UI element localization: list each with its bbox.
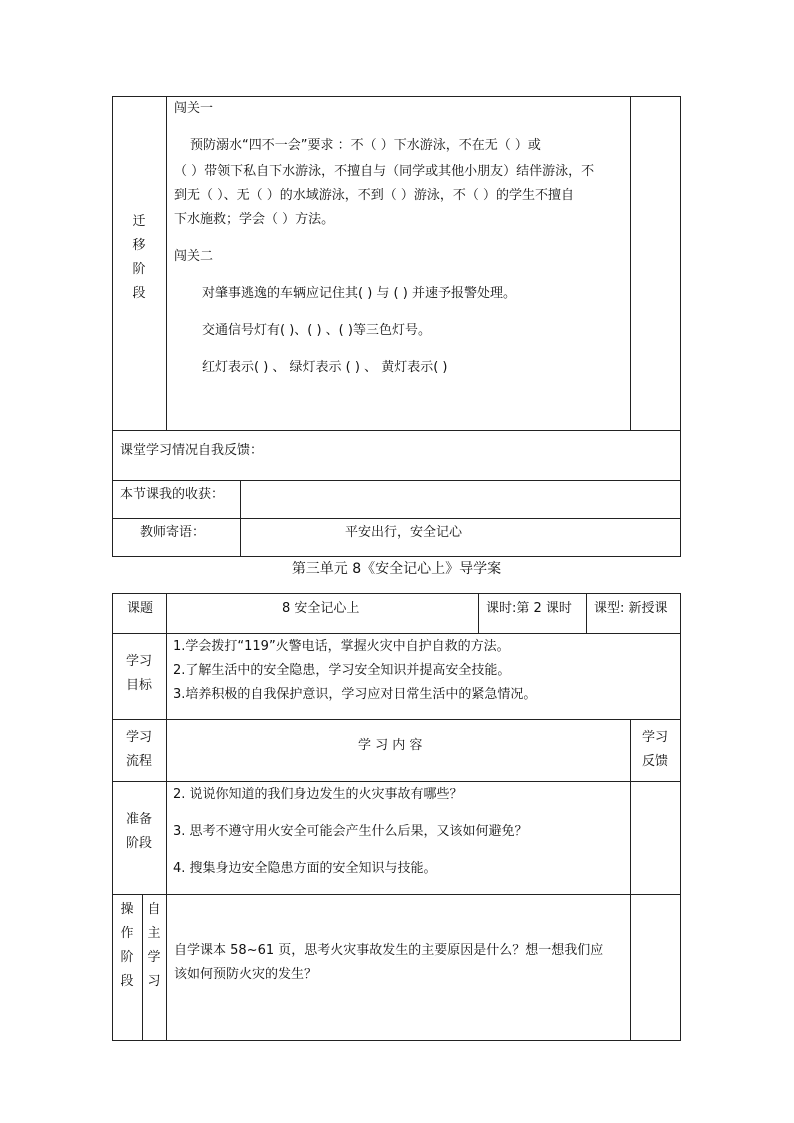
goal-item: 2.了解生活中的安全隐患，学习安全知识并提高安全技能。 [173,663,511,678]
teacher-message-label: 教师寄语： [140,525,206,540]
topic-label: 课题 [127,601,154,616]
prep-item: 2. 说说你知道的我们身边发生的火灾事故有哪些？ [173,787,463,802]
goal-item: 3.培养积极的自我保护意识，学习应对日常生活中的紧急情况。 [173,687,537,702]
label-line: 准备 [125,812,152,827]
transfer-stage-label [129,210,149,306]
label-line: 学习 [125,730,152,745]
level2-line: 对肇事逃逸的车辆应记住其( ) 与 ( ) 并速予报警处理。 [202,286,516,301]
stage-char: 作 [120,926,134,941]
level1-title: 闯关一 [174,101,214,116]
goal-item: 1.学会拨打“119”火警电话，掌握火灾中自护自救的方法。 [173,639,510,654]
label-line: 目标 [125,678,152,693]
label-line: 学习 [641,730,668,745]
stage-char: 学 [147,950,161,965]
label-line: 流程 [125,754,152,769]
self-feedback-label: 课堂学习情况自我反馈： [120,443,264,458]
harvest-label: 本节课我的收获： [120,487,225,502]
self-study-line: 自学课本 58~61 页，思考火灾事故发生的主要原因是什么？想一想我们应 [174,943,604,958]
stage-char: 阶 [120,950,134,965]
topic-value: 8 安全记心上 [282,601,360,616]
level1-line: 预防溺水“四不一会”要求 ：不（ ）下水游泳，不在无（ ）或 [190,138,541,153]
label-line: 阶段 [125,836,152,851]
self-study-label [144,898,164,994]
stage-char: 操 [120,902,134,917]
level2-line: 交通信号灯有( )、( ) 、( )等三色灯号。 [202,323,431,338]
teacher-message: 平安出行，安全记心 [345,525,463,540]
period-info: 课时:第 2 课时 [486,601,572,616]
level1-line: 到无（ ）、无（ ）的水域游泳，不到（ ）游泳，不（ ）的学生不擅自 [174,188,575,203]
level1-line: 下水施救；学会（ ）方法。 [174,212,335,227]
label-line: 反馈 [641,754,668,769]
prep-item: 4. 搜集身边安全隐患方面的安全知识与技能。 [173,861,437,876]
learning-goals-label [119,650,159,698]
label-line: 学习 [125,654,152,669]
prep-stage-label [119,808,159,856]
stage-char: 阶 [132,262,146,277]
learning-flow-label [119,726,159,774]
stage-char: 段 [120,974,134,989]
stage-char: 自 [147,902,161,917]
operate-stage-label [117,898,137,994]
stage-char: 迁 [132,214,146,229]
learning-content-header: 学 习 内 容 [358,738,423,753]
level2-title: 闯关二 [174,249,214,264]
document-title: 第三单元 8《安全记心上》导学案 [291,561,502,577]
stage-char: 段 [132,286,146,301]
stage-char: 习 [147,974,161,989]
learning-feedback-header [635,726,675,774]
stage-char: 主 [147,926,161,941]
stage-char: 移 [132,238,146,253]
level2-line: 红灯表示( ) 、 绿灯表示 ( ) 、 黄灯表示( ) [202,360,448,375]
lesson-type: 课型: 新授课 [594,601,668,616]
level1-line: （ ）带领下私自下水游泳，不擅自与（同学或其他小朋友）结伴游泳，不 [174,164,595,179]
self-study-line: 该如何预防火灾的发生？ [174,967,318,982]
prep-item: 3. 思考不遵守用火安全可能会产生什么后果，又该如何避免？ [173,824,528,839]
